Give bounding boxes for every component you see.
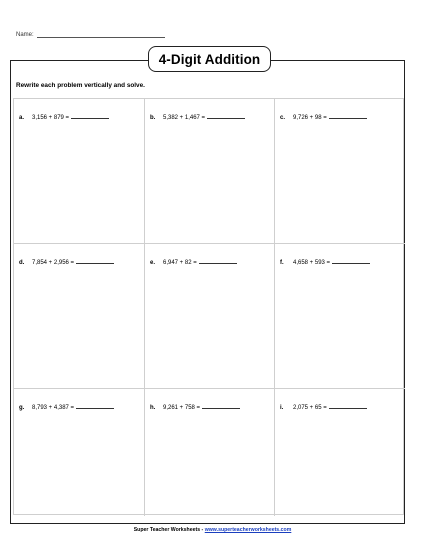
problem-cell[interactable] — [275, 99, 405, 244]
answer-blank[interactable] — [329, 403, 367, 409]
problem-letter: e. — [150, 260, 156, 266]
problem-letter: c. — [280, 115, 286, 121]
footer-link[interactable]: www.superteacherworksheets.com — [204, 527, 292, 533]
answer-blank[interactable] — [76, 258, 114, 264]
problem-cell[interactable] — [14, 389, 145, 516]
problem-letter: f. — [280, 260, 284, 266]
problem-letter: b. — [150, 115, 156, 121]
answer-blank[interactable] — [207, 113, 245, 119]
problem-cell[interactable] — [145, 99, 275, 244]
worksheet-title — [148, 46, 271, 72]
footer-separator: - — [200, 527, 205, 533]
problem-expression: 3,156 + 879 = — [32, 115, 70, 121]
problem-letter: a. — [19, 115, 25, 121]
problem-expression: 8,793 + 4,387 = — [32, 405, 75, 411]
problem-letter: g. — [19, 405, 25, 411]
answer-blank[interactable] — [329, 113, 367, 119]
problem-letter: i. — [280, 405, 284, 411]
problem-expression: 7,854 + 2,956 = — [32, 260, 75, 266]
name-blank[interactable] — [37, 31, 165, 38]
problem-expression: 9,726 + 98 = — [293, 115, 327, 121]
problem-cell[interactable] — [145, 244, 275, 389]
name-line — [16, 31, 165, 38]
problem-expression: 4,658 + 593 = — [293, 260, 331, 266]
problem-expression: 9,261 + 758 = — [163, 405, 201, 411]
problem-cell[interactable] — [14, 99, 145, 244]
problem-letter: h. — [150, 405, 156, 411]
footer-brand: Super Teacher Worksheets — [133, 527, 201, 533]
problem-grid — [13, 98, 404, 515]
answer-blank[interactable] — [76, 403, 114, 409]
answer-blank[interactable] — [202, 403, 240, 409]
title-text: 4-Digit Addition — [158, 51, 261, 67]
answer-blank[interactable] — [71, 113, 109, 119]
problem-letter: d. — [19, 260, 25, 266]
problem-cell[interactable] — [14, 244, 145, 389]
answer-blank[interactable] — [199, 258, 237, 264]
problem-expression: 5,382 + 1,467 = — [163, 115, 206, 121]
footer — [0, 527, 425, 533]
problem-cell[interactable] — [275, 389, 405, 516]
problem-cell[interactable] — [275, 244, 405, 389]
name-label: Name: — [16, 32, 34, 38]
problem-cell[interactable] — [145, 389, 275, 516]
problem-expression: 6,947 + 82 = — [163, 260, 197, 266]
instructions: Rewrite each problem vertically and solve. — [16, 82, 145, 89]
problem-expression: 2,075 + 65 = — [293, 405, 327, 411]
answer-blank[interactable] — [332, 258, 370, 264]
